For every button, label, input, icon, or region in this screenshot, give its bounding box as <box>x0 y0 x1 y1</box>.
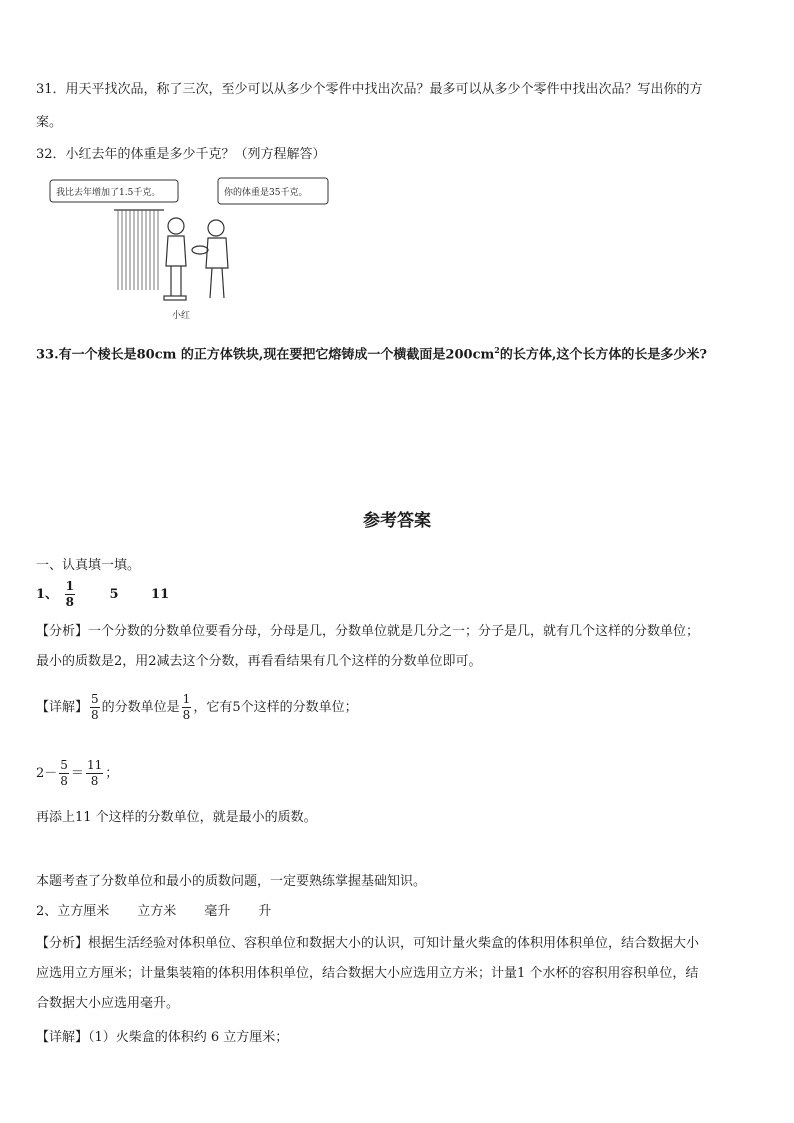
a2-answer-row <box>36 902 758 922</box>
a1-detail-frac-1 <box>90 692 100 723</box>
a1-analysis-1: 【分析】一个分数的分数单位要看分母，分母是几，分数单位就是几分之一；分子是几，就有几个这样的分数单位； <box>36 624 700 639</box>
a2-analysis-3: 合数据大小应选用毫升。 <box>36 996 180 1011</box>
q33-suffix: 的长方体,这个长方体的长是多少米? <box>499 347 707 363</box>
q31-line-1: 31．用天平找次品，称了三次，至少可以从多少个零件中找出次品？最多可以从多少个零件中找出次品？写出你的方 <box>36 82 703 97</box>
eq-frac-2-den: 8 <box>90 774 99 788</box>
detail-frac-2-den: 8 <box>182 708 191 722</box>
eq-frac-2 <box>86 758 103 789</box>
a1-answer-row <box>36 578 758 612</box>
answers-title: 参考答案 <box>363 511 431 531</box>
eq-frac-1-num: 5 <box>60 758 68 772</box>
girl-figure-icon <box>164 218 186 300</box>
a1-frac-num: 1 <box>65 579 74 593</box>
a1-analysis-2: 最小的质数是2，用2减去这个分数，再看看结果有几个这样的分数单位即可。 <box>36 654 482 669</box>
a1-detail-frac-2 <box>182 692 192 723</box>
q32-text: 32．小红去年的体重是多少千克？（列方程解答） <box>36 147 326 162</box>
eq-end: ； <box>105 766 119 781</box>
q31-line-2: 案。 <box>36 115 63 130</box>
a2-answer-4: 升 <box>258 904 272 919</box>
a1-conclusion: 再添上11 个这样的分数单位，就是最小的质数。 <box>36 810 317 825</box>
a1-value-2: 5 <box>109 587 119 602</box>
detail-frac-1-num: 5 <box>91 692 99 706</box>
boy-figure-icon <box>192 220 228 298</box>
a2-label: 2、 <box>36 904 58 919</box>
a2-answer-3: 毫升 <box>204 904 231 919</box>
a2-answer-2: 立方米 <box>137 904 177 919</box>
a1-value-3: 11 <box>151 587 170 602</box>
a1-label: 1、 <box>36 587 59 602</box>
a2-analysis-1: 【分析】根据生活经验对体积单位、容积单位和数据大小的认识，可知计量火柴盒的体积用体积单位，结合数据大小 <box>36 936 700 951</box>
a1-summary: 本题考查了分数单位和最小的质数问题，一定要熟练掌握基础知识。 <box>36 874 427 889</box>
eq-lead: 2－ <box>36 766 58 781</box>
section-1-heading: 一、认真填一填。 <box>36 558 141 573</box>
detail-frac-2-num: 1 <box>182 692 191 706</box>
speech-bubble-right-text: 你的体重是35千克。 <box>224 188 308 198</box>
q33-prefix: 33.有一个棱长是80cm 的正方体铁块,现在要把它熔铸成一个横截面是200cm <box>36 347 495 363</box>
detail-frac-1-den: 8 <box>91 708 99 722</box>
q32-illustration <box>36 170 336 330</box>
eq-frac-1 <box>59 758 69 789</box>
curtain-icon <box>114 210 164 290</box>
q33-sup: 2 <box>494 345 500 355</box>
a1-detail-row <box>36 690 758 726</box>
a1-fraction <box>65 579 75 610</box>
q33-text <box>36 340 758 365</box>
a2-answer-1: 立方厘米 <box>57 904 110 919</box>
q32-caption: 小红 <box>172 311 191 321</box>
eq-frac-1-den: 8 <box>60 774 68 788</box>
a2-detail: 【详解】（1）火柴盒的体积约 6 立方厘米； <box>36 1030 289 1045</box>
a1-detail-mid: 的分数单位是 <box>101 700 180 715</box>
a1-equation <box>36 756 758 792</box>
a1-frac-den: 8 <box>65 595 74 609</box>
a2-analysis-2: 应选用立方厘米；计量集装箱的体积用体积单位，结合数据大小应选用立方米；计量1 个水杯的容积用容积单位，结 <box>36 966 699 981</box>
eq-equals: ＝ <box>70 766 84 781</box>
a1-detail-end: ，它有5个这样的分数单位； <box>193 700 358 715</box>
a1-detail-label: 【详解】 <box>36 700 89 715</box>
speech-bubble-left-text: 我比去年增加了1.5千克。 <box>56 188 161 198</box>
eq-frac-2-num: 11 <box>86 758 103 772</box>
